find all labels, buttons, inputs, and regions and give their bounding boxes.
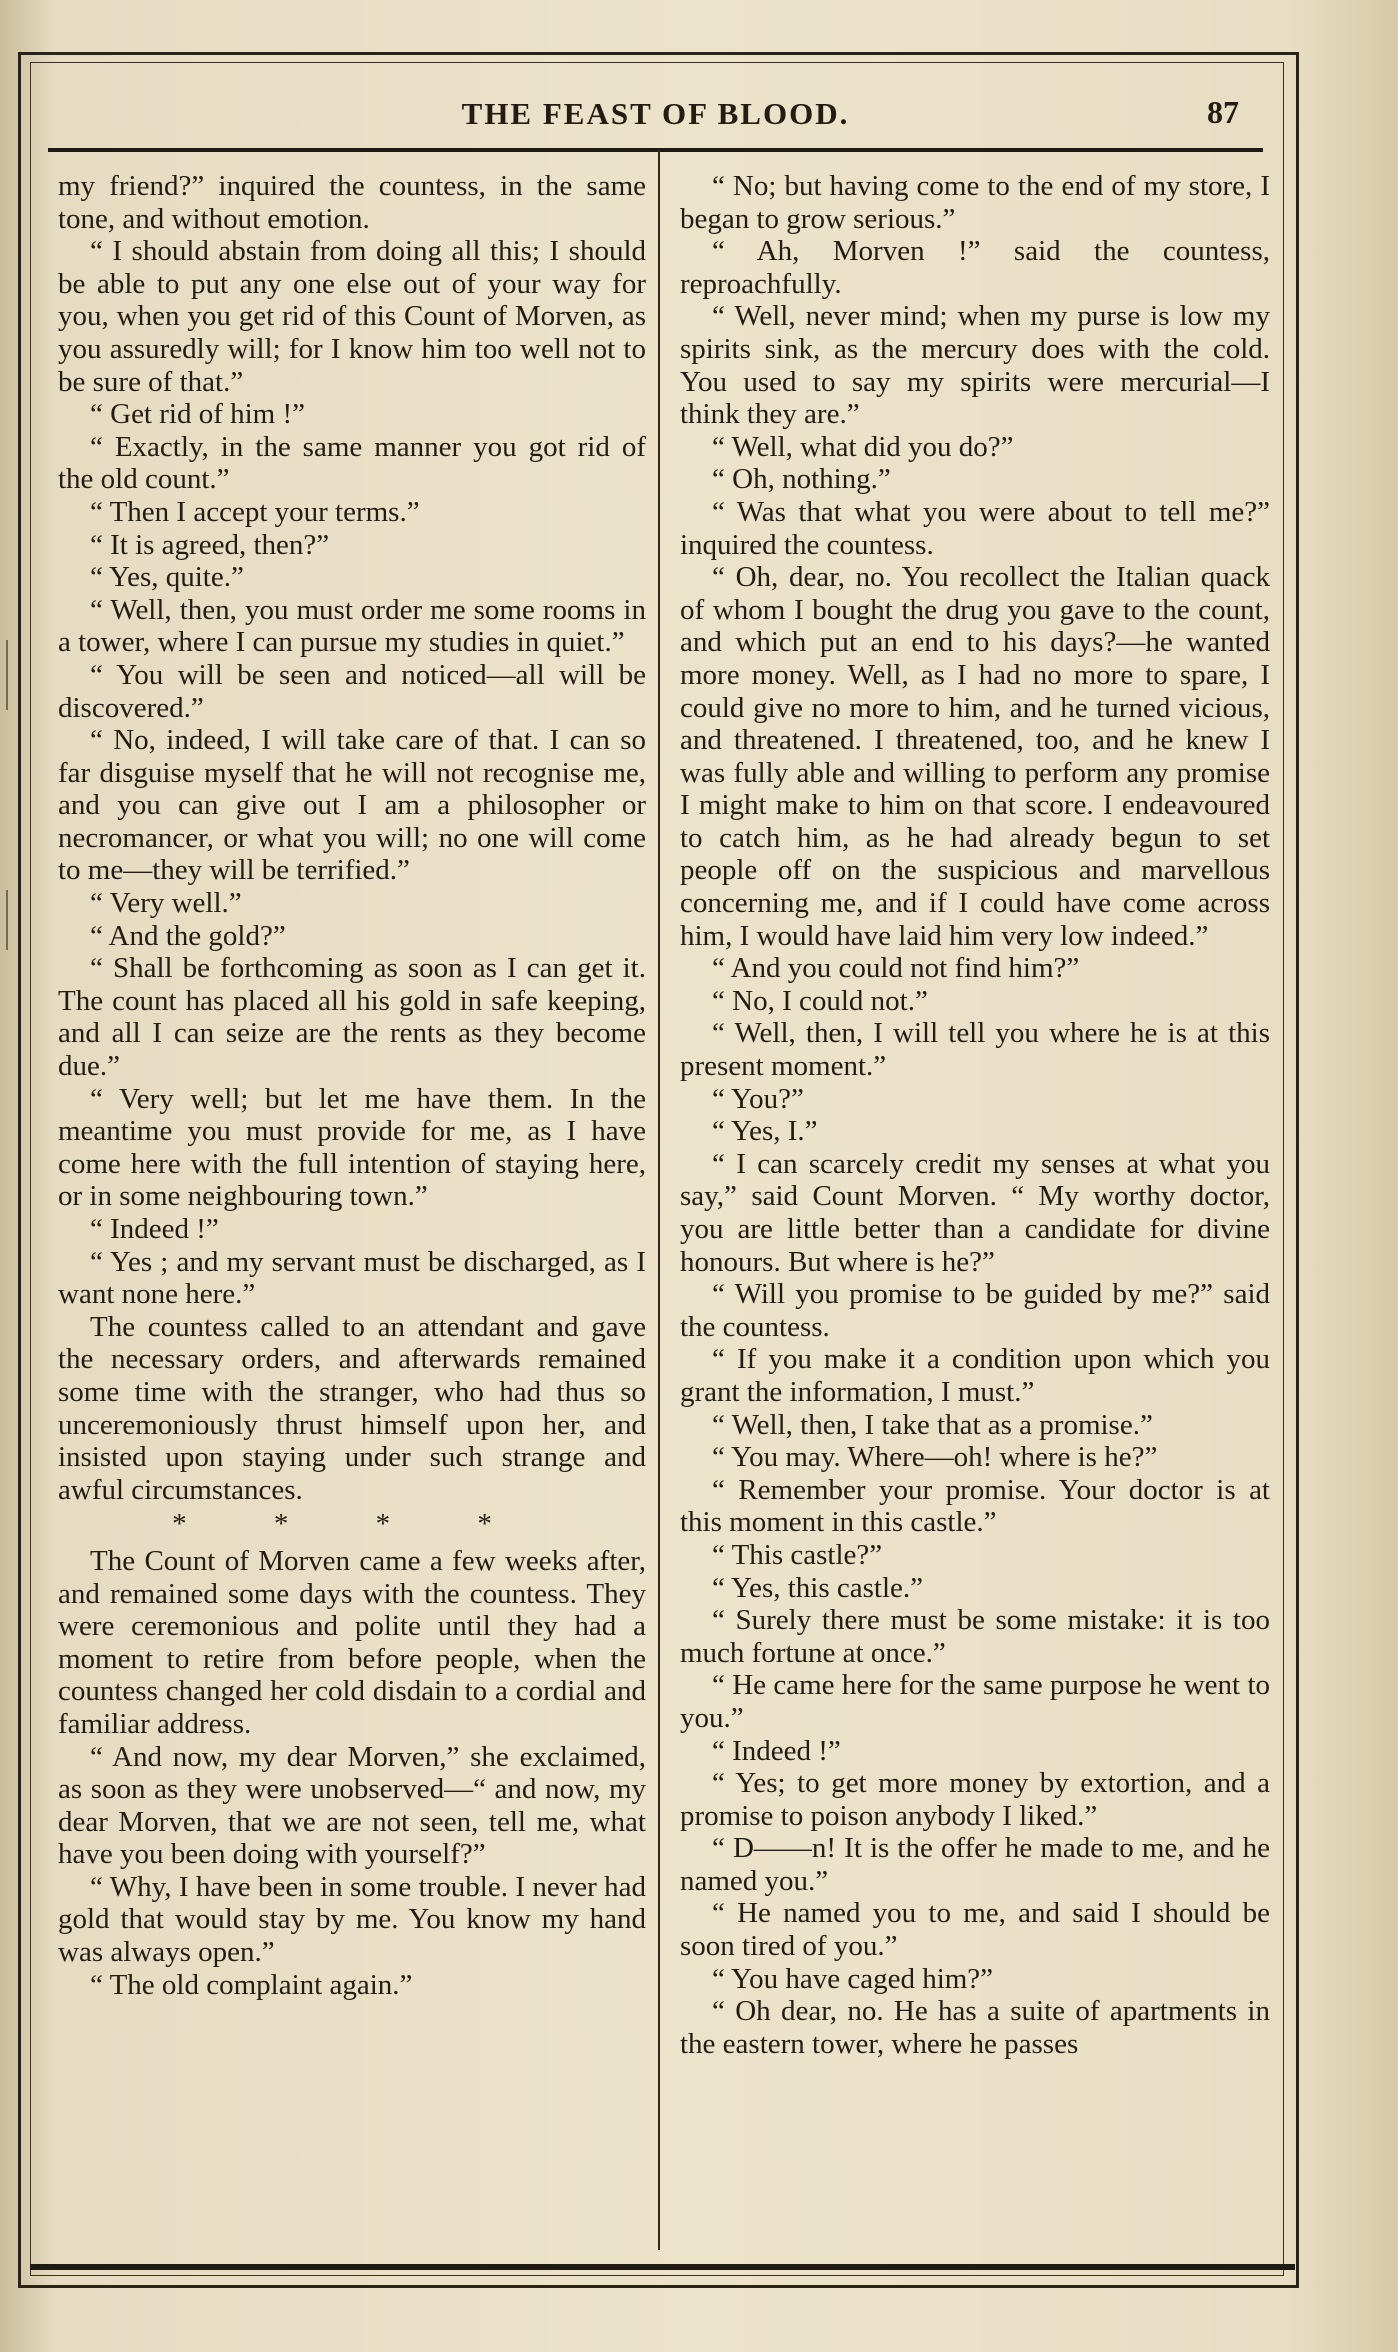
paragraph: “ Very well.” xyxy=(90,887,242,920)
paragraph: The countess called to an attendant and gave the necessary orders, and afterwards remained some time with the stranger, who had thus so unceremoniously thrust himself upon her, and insisted upon staying under such strange and awful circumstances. xyxy=(58,1310,646,1506)
paragraph: “ And you could not find him?” xyxy=(712,952,1080,985)
paragraph: “ You?” xyxy=(712,1082,804,1115)
paragraph: “ Yes ; and my servant must be discharged, as I want none here.” xyxy=(58,1245,646,1311)
paragraph: The Count of Morven came a few weeks after, and remained some days with the countess. They were ceremonious and polite until they had a moment to retire from before people, when the countess changed her cold disdain to a cordial and familiar address. xyxy=(58,1544,646,1740)
paragraph: “ D——n! It is the offer he made to me, and he named you.” xyxy=(680,1832,1270,1897)
paragraph: “ Then I accept your terms.” xyxy=(90,495,420,528)
paragraph: “ Will you promise to be guided by me?” said the countess. xyxy=(680,1278,1270,1343)
paragraph: “ Well, then, you must order me some rooms in a tower, where I can pursue my studies in quiet.” xyxy=(58,593,646,659)
paragraph: “ And the gold?” xyxy=(90,919,286,952)
paragraph: “ Exactly, in the same manner you got rid of the old count.” xyxy=(58,430,646,496)
column-divider xyxy=(658,150,660,2250)
paragraph: “ Remember your promise. Your doctor is at this moment in this castle.” xyxy=(680,1473,1270,1539)
paragraph: “ Well, then, I will tell you where he is at this present moment.” xyxy=(680,1017,1270,1083)
paragraph: “ Indeed !” xyxy=(90,1213,219,1245)
paragraph: “ It is agreed, then?” xyxy=(90,528,330,561)
paragraph: “ Well, then, I take that as a promise.” xyxy=(712,1408,1153,1441)
text-column-left xyxy=(58,170,646,2001)
margin-mark xyxy=(6,890,8,950)
paragraph: “ Oh dear, no. He has a suite of apartments in the eastern tower, where he passes xyxy=(680,1995,1270,2060)
paragraph: “ Indeed !” xyxy=(712,1734,841,1767)
paragraph: “ Ah, Morven !” said the countess, reproachfully. xyxy=(680,235,1270,300)
paragraph: “ Well, never mind; when my purse is low my spirits sink, as the mercury does with the cold. You used to say my spirits were mercurial—I think they are.” xyxy=(680,300,1270,431)
paragraph: “ I can scarcely credit my senses at what you say,” said Count Morven. “ My worthy doctor, you are little better than a candidate for divine honours. But where is he?” xyxy=(680,1147,1270,1278)
paragraph: “ No, I could not.” xyxy=(712,984,928,1017)
paragraph: my friend?” inquired the countess, in the same tone, and without emotion. xyxy=(58,170,646,235)
section-break: * * * * xyxy=(172,1508,532,1541)
page-title: THE FEAST OF BLOOD. xyxy=(461,96,850,131)
paragraph: “ I should abstain from doing all this; I should be able to put any one else out of your way for you, when you get rid of this Count of Morven, as you assuredly will; for I know him too well not to be sure of that.” xyxy=(58,235,646,398)
running-head xyxy=(48,92,1263,142)
paragraph: “ And now, my dear Morven,” she exclaimed, as soon as they were unobserved—“ and now, my dear Morven, that we are not seen, tell me, what have you been doing with yourself?” xyxy=(58,1740,646,1871)
footer-rule xyxy=(30,2264,1295,2270)
paragraph: “ Surely there must be some mistake: it is too much fortune at once.” xyxy=(680,1604,1270,1669)
paragraph: “ He came here for the same purpose he went to you.” xyxy=(680,1669,1270,1734)
paragraph: “ Shall be forthcoming as soon as I can get it. The count has placed all his gold in safe keeping, and all I can seize are the rents as they become due.” xyxy=(58,952,646,1083)
paragraph: “ Yes, this castle.” xyxy=(712,1571,924,1604)
paragraph: “ No, indeed, I will take care of that. I can so far disguise myself that he will not recognise me, and you can give out I am a philosopher or necromancer, or what you will; no one will come to me—they will be terrified.” xyxy=(58,724,646,887)
paragraph: “ Yes, quite.” xyxy=(90,561,244,594)
paragraph: “ Oh, nothing.” xyxy=(712,463,891,496)
paragraph: “ He named you to me, and said I should be soon tired of you.” xyxy=(680,1897,1270,1963)
page-number: 87 xyxy=(1207,94,1239,130)
paragraph: “ This castle?” xyxy=(712,1538,883,1571)
header-rule xyxy=(48,148,1263,152)
paragraph: “ If you make it a condition upon which you grant the information, I must.” xyxy=(680,1343,1270,1408)
text-column-right xyxy=(680,170,1270,2060)
paragraph: “ Was that what you were about to tell me?” inquired the countess. xyxy=(680,495,1270,561)
paragraph: “ Yes, I.” xyxy=(712,1115,818,1148)
paragraph: “ Oh, dear, no. You recollect the Italian quack of whom I bought the drug you gave to the count, and which put an end to his days?—he wanted more money. Well, as I had no more to spare, I could give no more to him, and he turned vicious, and threatened. I threatened, too, and he knew I was fully able and willing to perform any promise I might make to him on that score. I endeavoured to catch him, as he had already begun to set people off on the suspicious and marvellous concerning me, and if I could have come across him, I would have laid him very low indeed.” xyxy=(680,561,1270,952)
paragraph: “ You have caged him?” xyxy=(712,1962,994,1995)
paragraph: “ The old complaint again.” xyxy=(90,1968,413,2001)
paragraph: “ Very well; but let me have them. In the meantime you must provide for me, as I have come here with the full intention of staying here, or in some neighbouring town.” xyxy=(58,1082,646,1213)
paragraph: “ Well, what did you do?” xyxy=(712,430,1014,463)
paragraph: “ Get rid of him !” xyxy=(90,398,306,431)
paragraph: “ You will be seen and noticed—all will be discovered.” xyxy=(58,658,646,724)
paragraph: “ You may. Where—oh! where is he?” xyxy=(712,1441,1158,1474)
paragraph: “ Yes; to get more money by extortion, and a promise to poison anybody I liked.” xyxy=(680,1767,1270,1832)
paragraph: “ No; but having come to the end of my store, I began to grow serious.” xyxy=(680,170,1270,235)
paragraph: “ Why, I have been in some trouble. I never had gold that would stay by me. You know my hand was always open.” xyxy=(58,1870,646,1969)
margin-mark xyxy=(6,640,8,710)
